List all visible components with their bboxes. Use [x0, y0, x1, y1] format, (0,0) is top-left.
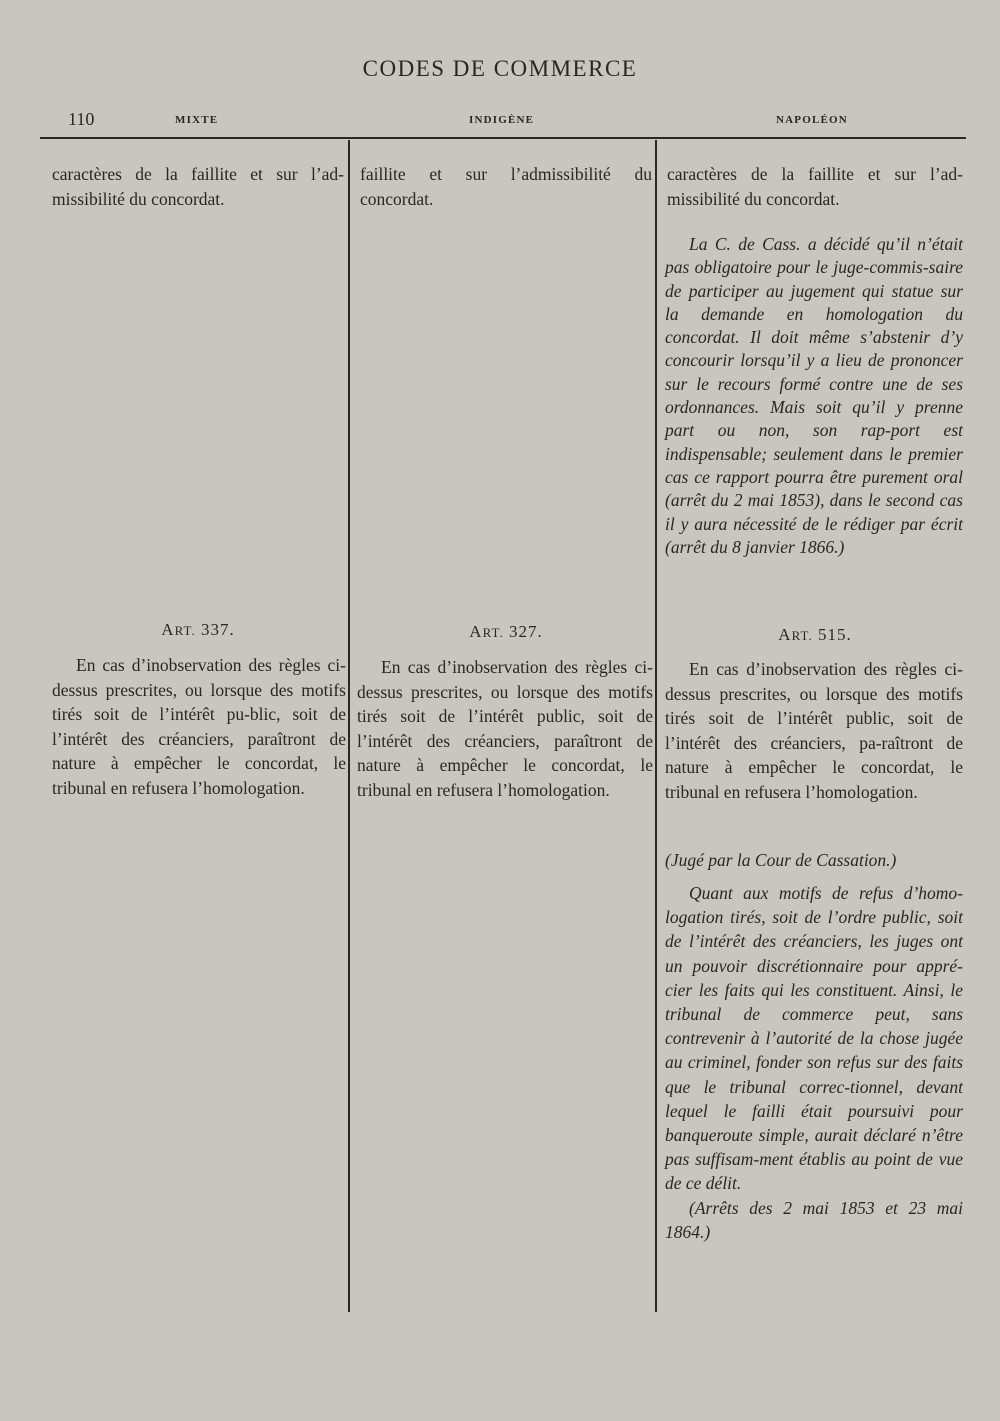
napoleon-article-text: En cas d’inobservation des règles ci-dessus prescrites, ou lorsque des motifs tirés soit de l’intérêt public, soit de l’intérêt des créanciers, pa-raîtront de nature à empêcher le concordat, le tribunal en refusera l’homologation. [665, 659, 963, 802]
mixte-article-text: En cas d’inobservation des règles ci-dessus prescrites, ou lorsque des motifs tirés soit de l’intérêt pu-blic, soit de l’intérêt des créanciers, paraîtront de nature à empêcher le concordat, le tribunal en refusera l’homologation. [52, 655, 346, 798]
column-header-indigene: INDIGÈNE [469, 114, 535, 126]
indigene-article-heading [360, 622, 652, 642]
napoleon-article-label-initial: A [778, 625, 792, 644]
napoleon-commentary-1: La C. de Cass. a décidé qu’il n’était pas obligatoire pour le juge-commis-saire de participer au jugement qui statue sur la demande en homologation du concordat. Il doit même s’abstenir d’y concourir lorsqu’il y a lieu de prononcer sur le recours formé contre une de ses ordonnances. Mais soit qu’il y prenne part ou non, son rap-port est indispensable; seulement dans le premier cas ce rapport pourra être purement oral (arrêt du 2 mai 1853), dans le second cas il y aura nécessité de le rédiger par écrit (arrêt du 8 janvier 1866.) [665, 234, 963, 557]
page-title: CODES DE COMMERCE [362, 56, 638, 81]
napoleon-top-paragraph: caractères de la faillite et sur l’ad-missibilité du concordat. [667, 164, 963, 209]
indigene-top-paragraph: faillite et sur l’admissibilité du concordat. [360, 164, 652, 209]
indigene-article-number: 327. [508, 622, 543, 641]
column-divider-1 [348, 140, 350, 1312]
napoleon-article-heading [667, 625, 963, 645]
napoleon-article-label: RT. [791, 628, 813, 643]
mixte-article-heading [52, 620, 344, 640]
header-rule [40, 137, 966, 139]
napoleon-article-number: 515. [817, 625, 852, 644]
indigene-article-label: RT. [482, 625, 504, 640]
mixte-article-label-initial: A [161, 620, 175, 639]
mixte-article-label: RT. [174, 623, 196, 638]
indigene-article-label-initial: A [469, 622, 483, 641]
column-header-napoleon: NAPOLÉON [776, 114, 848, 126]
mixte-top-paragraph: caractères de la faillite et sur l’ad-missibilité du concordat. [52, 164, 344, 209]
page-number: 110 [68, 109, 95, 129]
column-divider-2 [655, 140, 657, 1312]
indigene-article-text: En cas d’inobservation des règles ci-dessus prescrites, ou lorsque des motifs tirés soit de l’intérêt public, soit de l’intérêt des créanciers, paraîtront de nature à empêcher le concordat, le tribunal en refusera l’homologation. [357, 657, 653, 800]
column-header-mixte: MIXTE [175, 114, 219, 126]
mixte-article-number: 337. [200, 620, 235, 639]
napoleon-citation: (Arrêts des 2 mai 1853 et 23 mai 1864.) [665, 1197, 963, 1242]
napoleon-judged-line: (Jugé par la Cour de Cassation.) [665, 850, 897, 870]
napoleon-commentary-2: Quant aux motifs de refus d’homo-logation tirés, soit de l’ordre public, soit de l’intérêt des créanciers, les juges ont un pouvoir discrétionnaire pour appré-cier les faits qui les constituent. Ainsi, le tribunal de commerce peut, sans contrevenir à l’autorité de la chose jugée au criminel, fonder son refus sur des faits que le tribunal correc-tionnel, devant lequel le failli était poursuivi pour banqueroute simple, aurait déclaré n’être pas suffisam-ment établis au point de vue de ce délit. (Arrêts des 2 mai 1853 et 23 mai 1864.) [665, 881, 963, 1244]
